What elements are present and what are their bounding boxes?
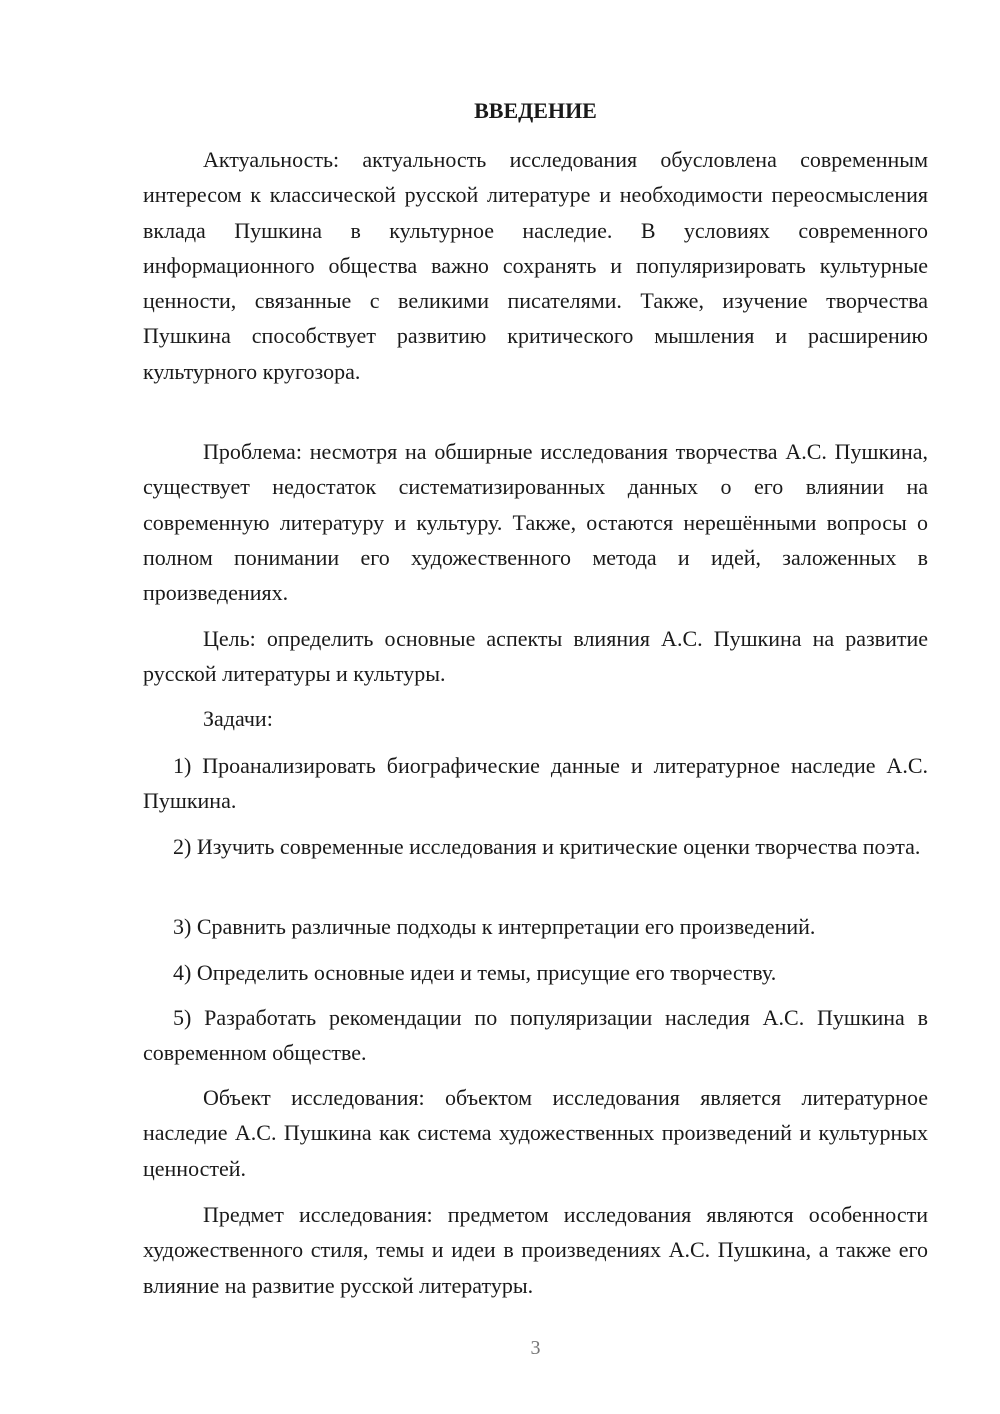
tasks-heading: Задачи: — [203, 706, 273, 731]
task-item: 3) Сравнить различные подходы к интерпретации его произведений. — [173, 914, 816, 939]
object-paragraph: Объект исследования: объектом исследования является литературное наследие А.С. Пушкина как система художественных произведений и культурных ценностей. — [143, 1085, 928, 1181]
subject-paragraph: Предмет исследования: предметом исследования являются особенности художественного стиля, темы и идеи в произведениях А.С. Пушкина, а также его влияние на развитие русской литературы. — [143, 1202, 928, 1298]
task-item: 4) Определить основные идеи и темы, присущие его творчеству. — [173, 960, 777, 985]
task-item: 5) Разработать рекомендации по популяризации наследия А.С. Пушкина в современном обществе. — [143, 1005, 928, 1066]
document-page — [143, 0, 928, 1414]
problem-paragraph: Проблема: несмотря на обширные исследования творчества А.С. Пушкина, существует недостаток систематизированных данных о его влиянии на современную литературу и культуру. Также, остаются нерешёнными вопросы о полном понимании его художественного метода и идей, заложенных в произведениях. — [143, 439, 928, 606]
relevance-paragraph: Актуальность: актуальность исследования обусловлена современным интересом к классической русской литературе и необходимости переосмысления вклада Пушкина в культурное наследие. В условиях современного информационного общества важно сохранять и популяризировать культурные ценности, связанные с великими писателями. Также, изучение творчества Пушкина способствует развитию критического мышления и расширению культурного кругозора. — [143, 147, 928, 384]
page-title: ВВЕДЕНИЕ — [474, 98, 597, 123]
task-item: 1) Проанализировать биографические данные и литературное наследие А.С. Пушкина. — [143, 753, 928, 814]
task-item: 2) Изучить современные исследования и критические оценки творчества поэта. — [173, 834, 921, 859]
page-number: 3 — [530, 1337, 541, 1359]
goal-paragraph: Цель: определить основные аспекты влияния А.С. Пушкина на развитие русской литературы и культуры. — [143, 626, 928, 687]
